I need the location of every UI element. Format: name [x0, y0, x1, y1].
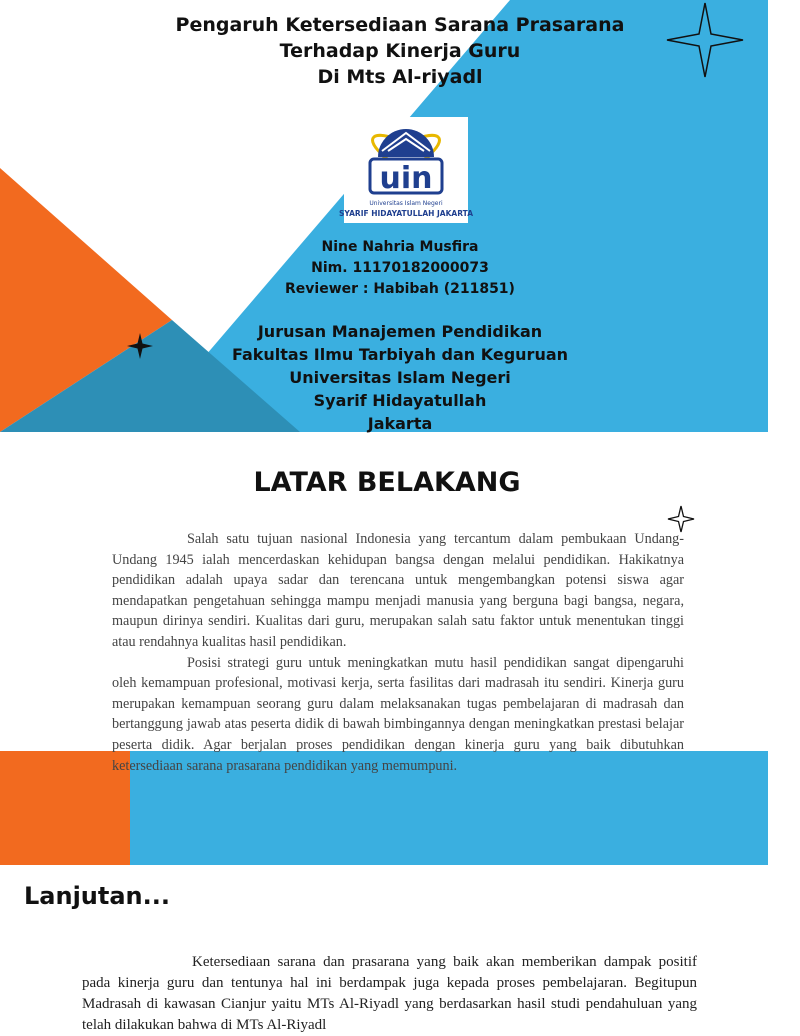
dept-line: Jakarta	[367, 414, 433, 433]
title-line: Di Mts Al-riyadl	[317, 66, 483, 88]
uin-logo	[339, 117, 473, 223]
title-line: Terhadap Kinerja Guru	[279, 40, 521, 62]
title-slide	[0, 0, 768, 432]
dept-line: Fakultas Ilmu Tarbiyah dan Keguruan	[231, 345, 569, 364]
uin-emblem-icon	[339, 117, 473, 223]
section-heading: LATAR BELAKANG	[253, 467, 521, 498]
lanjutan-slide	[0, 866, 768, 1033]
paragraph: Posisi strategi guru untuk meningkatkan mutu hasil pendidikan sangat dipengaruhi oleh kemampuan profesional, motivasi kerja, serta fasilitas dari madrasah itu sendiri. Kinerja guru merupakan kemampuan seorang guru dalam melaksanakan tugas pembelajaran di madrasah dan bertanggung jawab atas peserta didik di bawah bimbingannya dengan meningkatkan prestasi belajar peserta didik. Agar berjalan proses pendidikan dengan kinerja guru yang baik dibutuhkan ketersediaan sarana prasarana pendidikan yang memumpuni.	[112, 654, 684, 774]
paragraph: Salah satu tujuan nasional Indonesia yang tercantum dalam pembukaan Undang-Undang 1945 ialah mencerdaskan kehidupan bangsa dengan melalui pendidikan. Hakikatnya pendidikan adalah upaya sadar dan terencana untuk mengembangkan potensi siswa agar mendapatkan pengetahuan sehingga mampu menjadi manusia yang berguna bagi bangsa, negara, maupun dirinya sendiri. Kualitas dari guru, merupakan salah satu faktor untuk menentukan tinggi atau rendahnya kualitas hasil pendidikan.	[112, 531, 684, 650]
author-nim: Nim. 11170182000073	[311, 260, 489, 276]
latar-belakang-slide	[0, 433, 768, 865]
logo-name: SYARIF HIDAYATULLAH JAKARTA	[339, 209, 473, 218]
dept-line: Jurusan Manajemen Pendidikan	[257, 322, 543, 341]
author-name: Nine Nahria Musfira	[321, 239, 479, 255]
orange-band-shape	[0, 751, 130, 865]
author-info	[0, 237, 800, 300]
dept-line: Syarif Hidayatullah	[313, 391, 487, 410]
presentation-title	[0, 12, 800, 90]
title-line: Pengaruh Ketersediaan Sarana Prasarana	[175, 14, 625, 36]
paragraph: Ketersediaan sarana dan prasarana yang baik akan memberikan dampak positif pada kinerja guru dan tentunya hal ini berdampak juga kepada proses pembelajaran. Begitupun Madrasah di kawasan Cianjur yaitu MTs Al-Riyadl yang berdasarkan hasil studi pendahuluan yang telah dilakukan bahwa di MTs Al-Riyadl	[82, 954, 697, 1033]
department-info	[0, 320, 800, 435]
section-heading: Lanjutan...	[24, 882, 170, 910]
body-text	[112, 529, 684, 776]
dept-line: Universitas Islam Negeri	[289, 368, 511, 387]
reviewer: Reviewer : Habibah (211851)	[285, 281, 515, 297]
logo-subtitle: Universitas Islam Negeri	[369, 200, 443, 207]
body-text	[82, 952, 697, 1036]
logo-text: uin	[379, 161, 433, 196]
